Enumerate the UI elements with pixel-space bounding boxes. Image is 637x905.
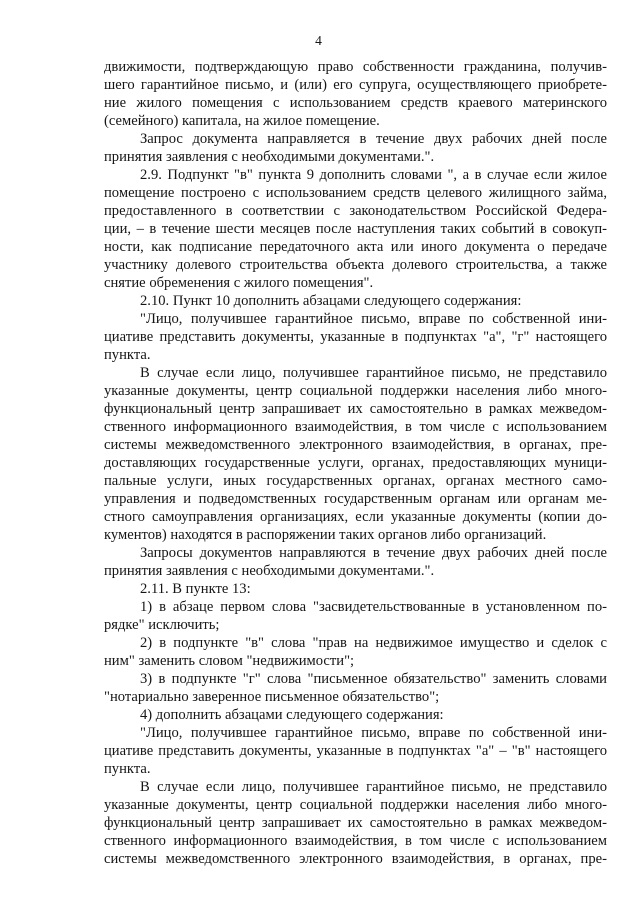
text-line: стного самоуправления организациях, если указанные документы (копии до- (104, 509, 607, 525)
text-line: циативе представить документы, указанные в подпунктах "а" – "в" настоящего (104, 743, 607, 759)
text-line: ности, как подписание передаточного акта или иного документа о передаче (104, 239, 607, 255)
text-line: указанные документы, центр социальной поддержки населения либо много- (104, 797, 607, 813)
text-line: функциональный центр запрашивает их самостоятельно в рамках межведом- (104, 401, 607, 417)
text-line: предоставленного в соответствии с законодательством Российской Федера- (104, 203, 607, 219)
text-line: циативе представить документы, указанные в подпунктах "а", "г" настоящего (104, 329, 607, 345)
text-line: пальные услуги, иных государственных органах, органах местного само- (104, 473, 607, 489)
text-line: 2.11. В пункте 13: (140, 581, 251, 597)
text-line: 4) дополнить абзацами следующего содержания: (140, 707, 444, 723)
text-line: принятия заявления с необходимыми документами.". (104, 149, 435, 165)
page-number: 4 (315, 33, 322, 48)
text-line: 2) в подпункте "в" слова "прав на недвижимое имущество и сделок с (140, 635, 607, 651)
document-body (104, 58, 607, 868)
text-line: ственного информационного взаимодействия, в том числе с использованием (104, 419, 607, 435)
text-line: участнику долевого строительства объекта долевого строительства, а также (104, 257, 607, 273)
text-line: снятие обременения с жилого помещения". (104, 275, 374, 291)
text-line: системы межведомственного электронного взаимодействия, в органах, пре- (104, 851, 607, 867)
text-line: (семейного) капитала, на жилое помещение. (104, 113, 380, 129)
text-line: 2.9. Подпункт "в" пункта 9 дополнить словами ", а в случае если жилое (140, 167, 607, 183)
text-line: "нотариально заверенное письменное обязательство"; (104, 689, 440, 705)
text-line: 3) в подпункте "г" слова "письменное обязательство" заменить словами (140, 671, 607, 687)
text-line: "Лицо, получившее гарантийное письмо, вправе по собственной ини- (140, 725, 607, 741)
text-line: Запрос документа направляется в течение двух рабочих дней после (140, 131, 607, 147)
text-line: доставляющих государственные услуги, органах, предоставляющих муници- (104, 455, 607, 471)
text-line: кументов) находятся в распоряжении таких органов либо организаций. (104, 527, 547, 543)
text-line: помещение построено с использованием средств целевого жилищного займа, (104, 185, 607, 201)
text-line: принятия заявления с необходимыми документами.". (104, 563, 435, 579)
text-line: движимости, подтверждающую право собственности гражданина, получив- (104, 59, 607, 75)
text-line: пункта. (104, 761, 151, 777)
text-line: ственного информационного взаимодействия, в том числе с использованием (104, 833, 607, 849)
text-line: 2.10. Пункт 10 дополнить абзацами следующего содержания: (140, 293, 522, 309)
text-line: 1) в абзаце первом слова "засвидетельствованные в установленном по- (140, 599, 607, 615)
text-line: рядке" исключить; (104, 617, 220, 633)
text-line: В случае если лицо, получившее гарантийное письмо, не представило (140, 779, 607, 795)
text-line: указанные документы, центр социальной поддержки населения либо много- (104, 383, 607, 399)
text-line: шего гарантийное письмо, и (или) его супруга, осуществляющего приобрете- (104, 77, 607, 93)
text-line: системы межведомственного электронного взаимодействия, в органах, пре- (104, 437, 607, 453)
text-line: "Лицо, получившее гарантийное письмо, вправе по собственной ини- (140, 311, 607, 327)
text-line: В случае если лицо, получившее гарантийное письмо, не представило (140, 365, 607, 381)
text-line: функциональный центр запрашивает их самостоятельно в рамках межведом- (104, 815, 607, 831)
text-line: ним" заменить словом "недвижимости"; (104, 653, 355, 669)
text-line: управления и подведомственных государственным органам или органам ме- (104, 491, 607, 507)
text-line: ции, – в течение шести месяцев после наступления таких событий в совокуп- (104, 221, 607, 237)
text-line: пункта. (104, 347, 151, 363)
text-line: ние жилого помещения с использованием средств краевого материнского (104, 95, 607, 111)
text-line: Запросы документов направляются в течение двух рабочих дней после (140, 545, 607, 561)
